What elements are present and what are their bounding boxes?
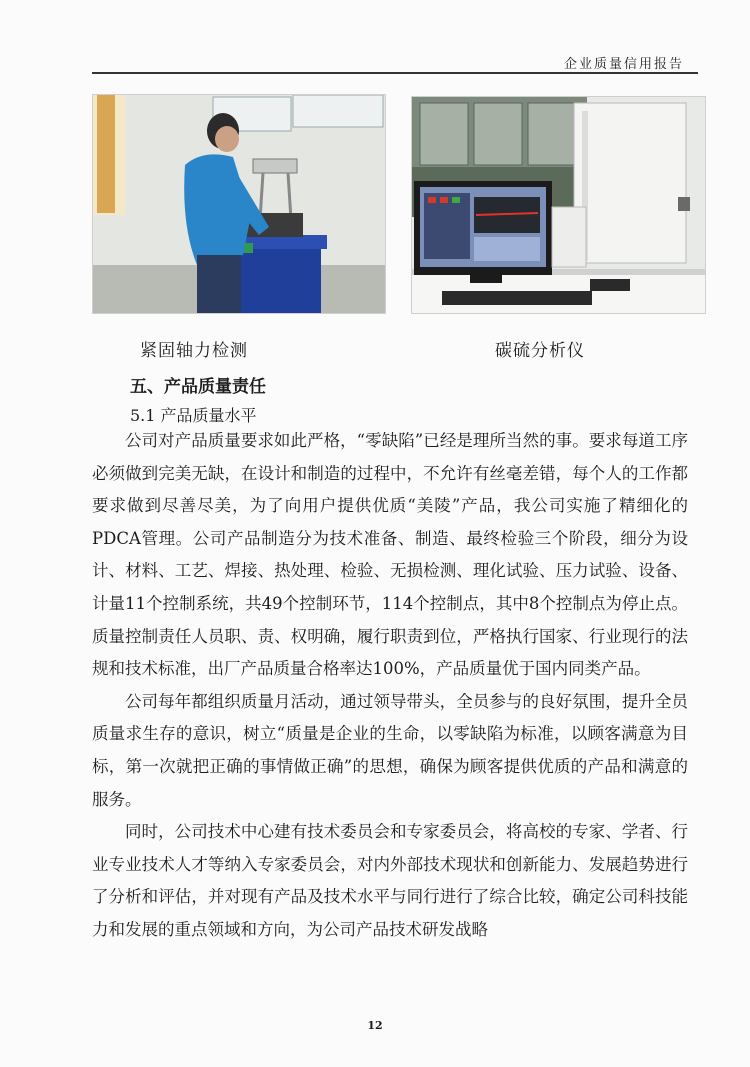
report-header-title: 企业质量信用报告 xyxy=(563,57,684,72)
section-heading: 五、产品质量责任 xyxy=(130,377,266,397)
paragraph: 同时，公司技术中心建有技术委员会和专家委员会，将高校的专家、学者、行业专业技术人才等纳入专家委员会，对内外部技术现状和创新能力、发展趋势进行了分析和评估，并对现有产品及技术水平与同行进行了综合比较，确定公司科技能力和发展的重点领域和方向，为公司产品技术研发战略 xyxy=(92,822,688,939)
body-text xyxy=(92,425,688,947)
figure-caption-analyzer: 碳硫分析仪 xyxy=(495,341,585,361)
photo-axial-force-test-illustration xyxy=(93,95,385,313)
photo-carbon-sulfur-analyzer xyxy=(411,96,706,314)
photo-carbon-sulfur-analyzer-illustration xyxy=(412,97,705,313)
paragraph: 公司对产品质量要求如此严格，“零缺陷”已经是理所当然的事。要求每道工序必须做到完美无缺，在设计和制造的过程中，不允许有丝毫差错，每个人的工作都要求做到尽善尽美，为了向用户提供优质“美陵”产品，我公司实施了精细化的PDCA管理。公司产品制造分为技术准备、制造、最终检验三个阶段，细分为设计、材料、工艺、焊接、热处理、检验、无损检测、理化试验、压力试验、设备、计量11个控制系统，共49个控制环节，114个控制点，其中8个控制点为停止点。质量控制责任人员职、责、权明确，履行职责到位，严格执行国家、行业现行的法规和技术标准，出厂产品质量合格率达100%，产品质量优于国内同类产品。 xyxy=(92,431,688,679)
page-number: 12 xyxy=(367,1019,383,1032)
figure-caption-axial-force: 紧固轴力检测 xyxy=(140,341,248,361)
subsection-heading: 5.1 产品质量水平 xyxy=(130,406,257,425)
header-divider xyxy=(92,72,698,74)
photo-axial-force-test xyxy=(92,94,386,314)
paragraph: 公司每年都组织质量月活动，通过领导带头，全员参与的良好氛围，提升全员质量求生存的意识，树立“质量是企业的生命，以零缺陷为标准，以顾客满意为目标，第一次就把正确的事情做正确”的思想，确保为顾客提供优质的产品和满意的服务。 xyxy=(92,691,688,809)
